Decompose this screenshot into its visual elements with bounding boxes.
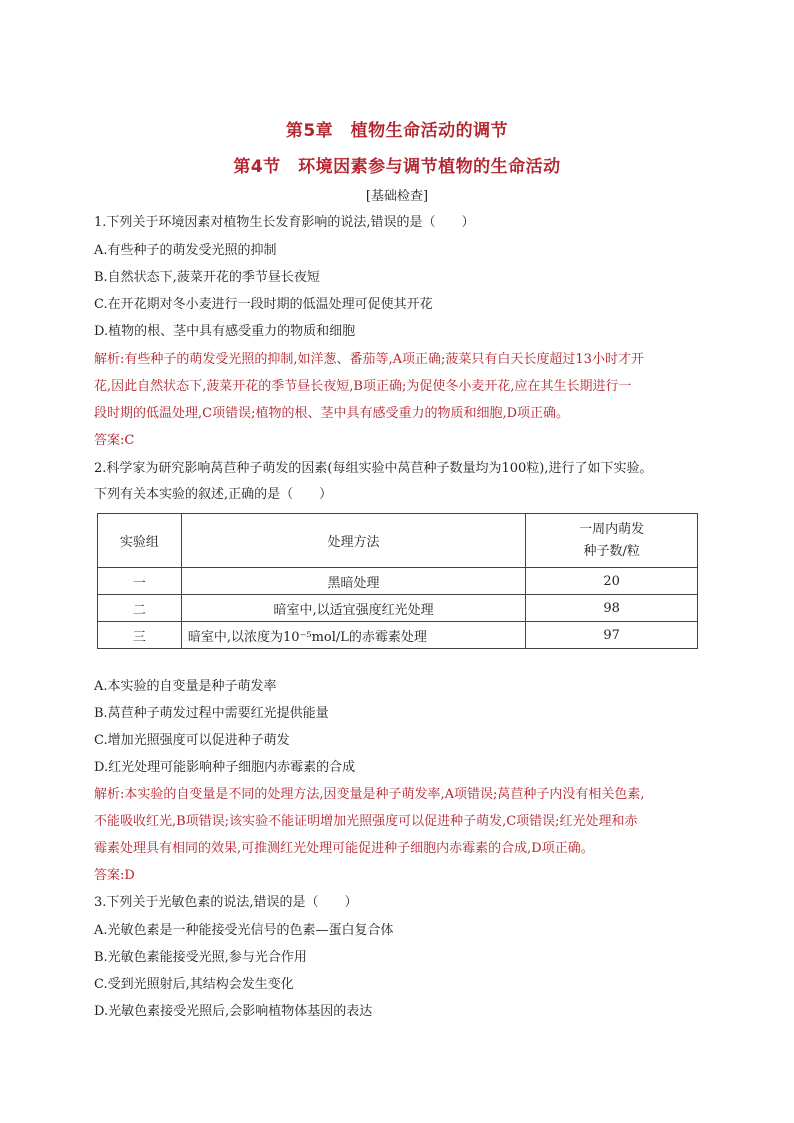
q2-analysis-line: 不能吸收红光,B项错误;该实验不能证明增加光照强度可以促进种子萌发,C项错误;红光处理和赤 [94, 814, 638, 829]
cell-group: 一 [98, 568, 182, 595]
q3-stem: 3.下列关于光敏色素的说法,错误的是（ ） [94, 895, 358, 910]
q2-option-d: D.红光处理可能影响种子细胞内赤霉素的合成 [94, 760, 356, 775]
header-count-line1: 一周内萌发 [579, 521, 645, 537]
q2-stem-line: 下列有关本实验的叙述,正确的是（ ） [94, 487, 333, 502]
header-group: 实验组 [98, 514, 182, 568]
q1-answer: 答案:C [94, 433, 135, 448]
cell-method: 暗室中,以浓度为10⁻⁵mol/L的赤霉素处理 [181, 622, 525, 649]
cell-count: 20 [526, 568, 698, 595]
q1-option-a: A.有些种子的萌发受光照的抑制 [94, 243, 277, 258]
header-count [526, 514, 698, 568]
q3-option-d: D.光敏色素接受光照后,会影响植物体基因的表达 [94, 1004, 373, 1019]
q2-analysis-line: 解析:本实验的自变量是不同的处理方法,因变量是种子萌发率,A项错误;莴苣种子内没有相关色素, [94, 787, 645, 802]
q3-option-a: A.光敏色素是一种能接受光信号的色素—蛋白复合体 [94, 923, 394, 938]
chapter-title: 第5章 植物生命活动的调节 [285, 121, 509, 141]
cell-count: 98 [526, 595, 698, 622]
cell-method: 暗室中,以适宜强度红光处理 [181, 595, 525, 622]
q2-answer: 答案:D [94, 868, 135, 883]
q1-option-d: D.植物的根、茎中具有感受重力的物质和细胞 [94, 324, 356, 339]
q3-option-b: B.光敏色素能接受光照,参与光合作用 [94, 950, 307, 965]
q2-option-c: C.增加光照强度可以促进种子萌发 [94, 733, 290, 748]
table-row [98, 595, 698, 622]
q1-analysis-line: 花,因此自然状态下,菠菜开花的季节昼长夜短,B项正确;为促使冬小麦开花,应在其生长期进行一 [94, 379, 632, 394]
q1-option-b: B.自然状态下,菠菜开花的季节昼长夜短 [94, 270, 320, 285]
q1-analysis-line: 解析:有些种子的萌发受光照的抑制,如洋葱、番茄等,A项正确;菠菜只有白天长度超过13小时才开 [94, 352, 644, 367]
q1-option-c: C.在开花期对冬小麦进行一段时期的低温处理可促使其开花 [94, 297, 433, 312]
header-method: 处理方法 [181, 514, 525, 568]
experiment-table [97, 513, 698, 649]
table-row [98, 622, 698, 649]
section-title: 第4节 环境因素参与调节植物的生命活动 [233, 157, 561, 177]
cell-group: 二 [98, 595, 182, 622]
q1-stem: 1.下列关于环境因素对植物生长发育影响的说法,错误的是（ ） [94, 215, 475, 230]
q2-analysis-line: 霉素处理具有相同的效果,可推测红光处理可能促进种子细胞内赤霉素的合成,D项正确。 [94, 841, 594, 856]
table-header-row [98, 514, 698, 568]
cell-group: 三 [98, 622, 182, 649]
header-count-line2: 种子数/粒 [583, 543, 640, 559]
subheading: [基础检查] [365, 189, 429, 204]
q2-option-b: B.莴苣种子萌发过程中需要红光提供能量 [94, 706, 329, 721]
q1-analysis-line: 段时期的低温处理,C项错误;植物的根、茎中具有感受重力的物质和细胞,D项正确。 [94, 406, 570, 421]
cell-count: 97 [526, 622, 698, 649]
q3-option-c: C.受到光照射后,其结构会发生变化 [94, 977, 294, 992]
cell-method: 黑暗处理 [181, 568, 525, 595]
q2-option-a: A.本实验的自变量是种子萌发率 [94, 679, 277, 694]
q2-stem-line: 2.科学家为研究影响莴苣种子萌发的因素(每组实验中莴苣种子数量均为100粒),进行了如下实验。 [94, 461, 653, 476]
table-row [98, 568, 698, 595]
